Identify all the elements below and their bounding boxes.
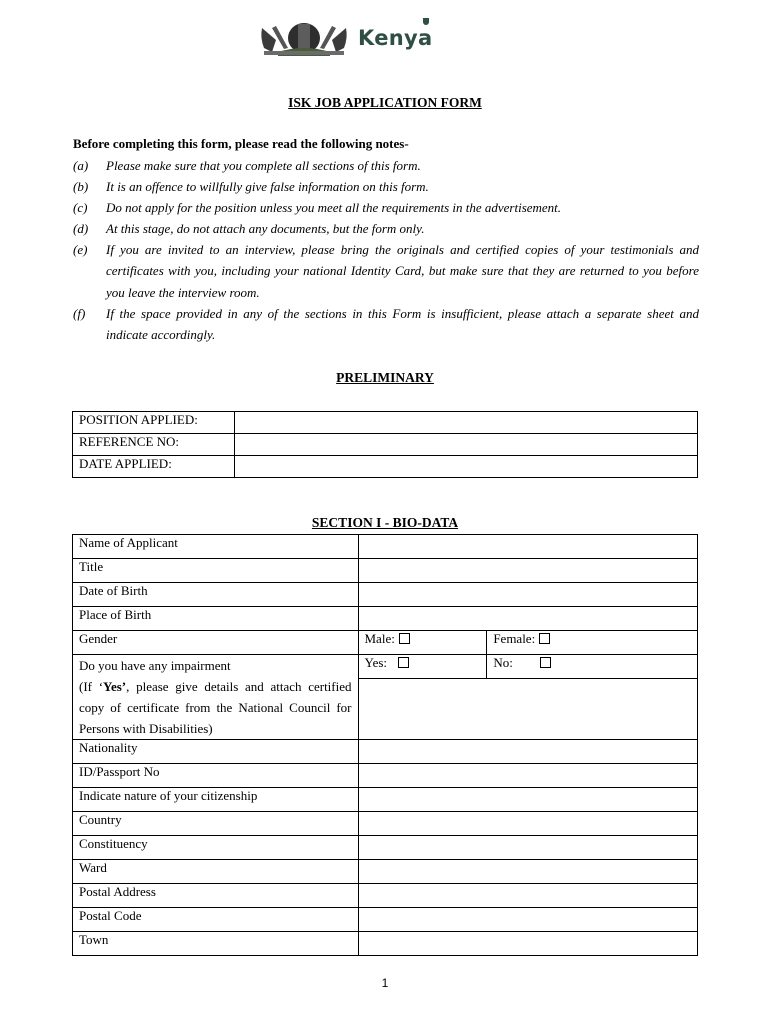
note-item [73, 303, 699, 346]
nationality-field[interactable] [358, 740, 698, 764]
note-text: If you are invited to an interview, please bring the originals and certified copies of your testimonials and certificates with you, including your national Identity Card, but make sure that they are returned to you before you leave the interview room. [106, 242, 699, 300]
impairment-label: Do you have any impairment [79, 658, 231, 673]
table-row [73, 535, 698, 559]
table-row [73, 908, 698, 932]
impairment-label-cell [73, 655, 359, 740]
table-row [73, 932, 698, 956]
postal-address-field[interactable] [358, 884, 698, 908]
female-checkbox[interactable] [539, 633, 550, 644]
date-applied-field[interactable] [234, 456, 697, 478]
note-label: (b) [73, 179, 89, 194]
note-label: (d) [73, 221, 89, 236]
table-row [73, 884, 698, 908]
dob-label: Date of Birth [73, 583, 359, 607]
page-number: 1 [381, 976, 389, 990]
table-row [73, 631, 698, 655]
postal-code-label: Postal Code [73, 908, 359, 932]
table-row [73, 655, 698, 679]
note-text: At this stage, do not attach any documents, but the form only. [106, 221, 425, 236]
gender-female-option[interactable] [487, 631, 698, 655]
postal-code-field[interactable] [358, 908, 698, 932]
id-label: ID/Passport No [73, 764, 359, 788]
table-row [73, 860, 698, 884]
gender-label: Gender [73, 631, 359, 655]
country-label: Country [73, 812, 359, 836]
town-field[interactable] [358, 932, 698, 956]
table-row [73, 607, 698, 631]
citizenship-label: Indicate nature of your citizenship [73, 788, 359, 812]
citizenship-field[interactable] [358, 788, 698, 812]
note-item [73, 197, 699, 218]
note-label: (e) [73, 242, 88, 257]
note-item [73, 176, 699, 197]
logo-mark [423, 18, 429, 25]
position-applied-label: POSITION APPLIED: [73, 412, 235, 434]
yes-checkbox[interactable] [398, 657, 409, 668]
gender-male-option[interactable] [358, 631, 487, 655]
table-row [73, 559, 698, 583]
impairment-note: (If ‘Yes’, please give details and attach certified copy of certificate from the National Council for Persons with Disabilities) [79, 679, 352, 736]
note-text: Do not apply for the position unless you meet all the requirements in the advertisement. [106, 200, 562, 215]
female-label: Female: [493, 631, 536, 646]
ward-label: Ward [73, 860, 359, 884]
note-label: (c) [73, 200, 88, 215]
table-row [73, 836, 698, 860]
coat-of-arms-icon [258, 18, 350, 56]
note-text: If the space provided in any of the sections in this Form is insufficient, please attach a separate sheet and indicate accordingly. [106, 306, 699, 343]
pob-field[interactable] [358, 607, 698, 631]
table-row [73, 412, 698, 434]
reference-no-label: REFERENCE NO: [73, 434, 235, 456]
postal-address-label: Postal Address [73, 884, 359, 908]
dob-field[interactable] [358, 583, 698, 607]
note-label: (a) [73, 158, 89, 173]
constituency-label: Constituency [73, 836, 359, 860]
form-title: ISK JOB APPLICATION FORM [288, 95, 482, 110]
position-applied-field[interactable] [234, 412, 697, 434]
town-label: Town [73, 932, 359, 956]
header-logo [258, 18, 438, 60]
yes-label: Yes: [364, 655, 388, 670]
country-field[interactable] [358, 812, 698, 836]
note-item [73, 218, 699, 239]
date-applied-label: DATE APPLIED: [73, 456, 235, 478]
note-text: It is an offence to willfully give false information on this form. [106, 179, 429, 194]
name-field[interactable] [358, 535, 698, 559]
table-row [73, 583, 698, 607]
reference-no-field[interactable] [234, 434, 697, 456]
name-label: Name of Applicant [73, 535, 359, 559]
biodata-table [72, 534, 698, 956]
preliminary-heading: PRELIMINARY [336, 370, 434, 385]
section1-heading: SECTION I - BIO-DATA [311, 515, 459, 530]
note-label: (f) [73, 306, 86, 321]
table-row [73, 788, 698, 812]
impairment-no-option[interactable] [487, 655, 698, 679]
table-row [73, 434, 698, 456]
male-checkbox[interactable] [399, 633, 410, 644]
logo-text: Kenya [358, 26, 433, 50]
no-checkbox[interactable] [540, 657, 551, 668]
id-field[interactable] [358, 764, 698, 788]
table-row [73, 456, 698, 478]
no-label: No: [493, 655, 513, 670]
table-row [73, 764, 698, 788]
male-label: Male: [364, 631, 395, 646]
notes-heading: Before completing this form, please read the following notes- [73, 136, 409, 151]
note-item [73, 155, 699, 176]
note-text: Please make sure that you complete all sections of this form. [106, 158, 421, 173]
table-row [73, 740, 698, 764]
nationality-label: Nationality [73, 740, 359, 764]
pob-label: Place of Birth [73, 607, 359, 631]
impairment-yes-option[interactable] [358, 655, 487, 679]
preliminary-table [72, 411, 698, 478]
note-item [73, 239, 699, 303]
title-field[interactable] [358, 559, 698, 583]
title-label: Title [73, 559, 359, 583]
ward-field[interactable] [358, 860, 698, 884]
impairment-details-field[interactable] [358, 679, 698, 740]
constituency-field[interactable] [358, 836, 698, 860]
table-row [73, 812, 698, 836]
